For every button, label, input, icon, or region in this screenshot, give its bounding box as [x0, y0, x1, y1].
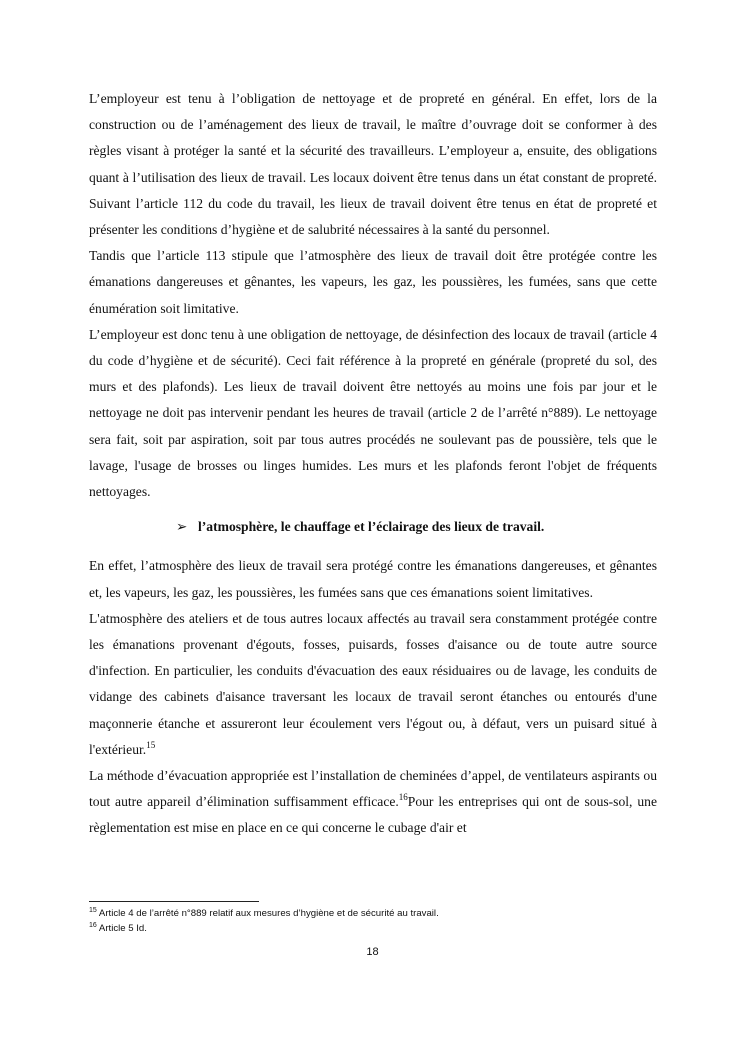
paragraph-evacuation-text-a: La méthode d’évacuation appropriée est l’installation de cheminées d’appel, de ventilateurs aspirants ou tout autre appareil d’élimination suffisamment efficace. [89, 768, 657, 810]
footnote-separator [89, 901, 259, 902]
page-number: 18 [366, 946, 379, 958]
footnote-number: 15 [89, 907, 97, 914]
footnotes [89, 906, 657, 936]
body-text [89, 86, 657, 842]
paragraph-evacuation-method [89, 763, 657, 842]
footnote-number: 16 [89, 922, 97, 929]
paragraph-employer-obligation: L’employeur est tenu à l’obligation de nettoyage et de propreté en général. En effet, lors de la construction ou de l’aménagement des lieux de travail, le maître d’ouvrage doit se conformer à des règles visant à protéger la santé et la sécurité des travailleurs. L’employeur a, ensuite, des obligations quant à l’utilisation des lieux de travail. Les locaux doivent être tenus dans un état constant de propreté. Suivant l’article 112 du code du travail, les lieux de travail doivent être tenus en état de propreté et présenter les conditions d’hygiène et de salubrité nécessaires à la santé du personnel. [89, 91, 657, 238]
footnote-ref-15: 15 [146, 739, 156, 750]
paragraph-evacuation-text-b: Pour les entreprises qui ont de sous-sol, une règlementation est mise en place en ce qui concerne le cubage d'air et [89, 794, 657, 836]
footnote-text: Article 5 Id. [96, 923, 147, 934]
arrow-bullet-icon: ➢ [176, 519, 188, 535]
footnote-16 [89, 921, 657, 936]
paragraph-atmosphere-protection: En effet, l’atmosphère des lieux de travail sera protégé contre les émanations dangereuses, et gênantes et, les vapeurs, les gaz, les poussières, les fumées sans que ces émanations soient limitatives. [89, 558, 657, 600]
paragraph-article-113: Tandis que l’article 113 stipule que l’atmosphère des lieux de travail doit être protégée contre les émanations dangereuses et gênantes, les vapeurs, les gaz, les poussières, les fumées, sans que cette énumération soit limitative. [89, 248, 657, 316]
paragraph-workshop-atmosphere-text: L'atmosphère des ateliers et de tous autres locaux affectés au travail sera constamment protégée contre les émanations provenant d'égouts, fosses, puisards, fosses d'aisance ou de toute autre source d'infection. En particulier, les conduits d'évacuation des eaux résiduaires ou de lavage, les conduits de vidange des cabinets d'aisance traversant les locaux de travail seront étanches ou entourés d'une maçonnerie étanche et assureront leur écoulement vers l'égout ou, à défaut, vers un puisard situé à l'extérieur. [89, 610, 657, 757]
section-heading [89, 514, 657, 540]
footnote-text: Article 4 de l’arrêté n°889 relatif aux mesures d’hygiène et de sécurité au travail. [96, 908, 439, 919]
footnote-ref-16: 16 [398, 792, 408, 803]
paragraph-workshop-atmosphere [89, 606, 657, 763]
paragraph-cleaning-obligation: L’employeur est donc tenu à une obligation de nettoyage, de désinfection des locaux de travail (article 4 du code d’hygiène et de sécurité). Ceci fait référence à la propreté en générale (propreté du sol, des murs et des plafonds). Les lieux de travail doivent être nettoyés au moins une fois par jour et le nettoyage ne doit pas intervenir pendant les heures de travail (article 2 de l’arrêté n°889). Le nettoyage sera fait, soit par aspiration, soit par tous autres procédés ne soulevant pas de poussière, tels que le lavage, l'usage de brosses ou linges humides. Les murs et les plafonds feront l'objet de fréquents nettoyages. [89, 326, 657, 500]
section-heading-text: l’atmosphère, le chauffage et l’éclairage des lieux de travail. [198, 519, 545, 535]
footnote-15 [89, 906, 657, 921]
